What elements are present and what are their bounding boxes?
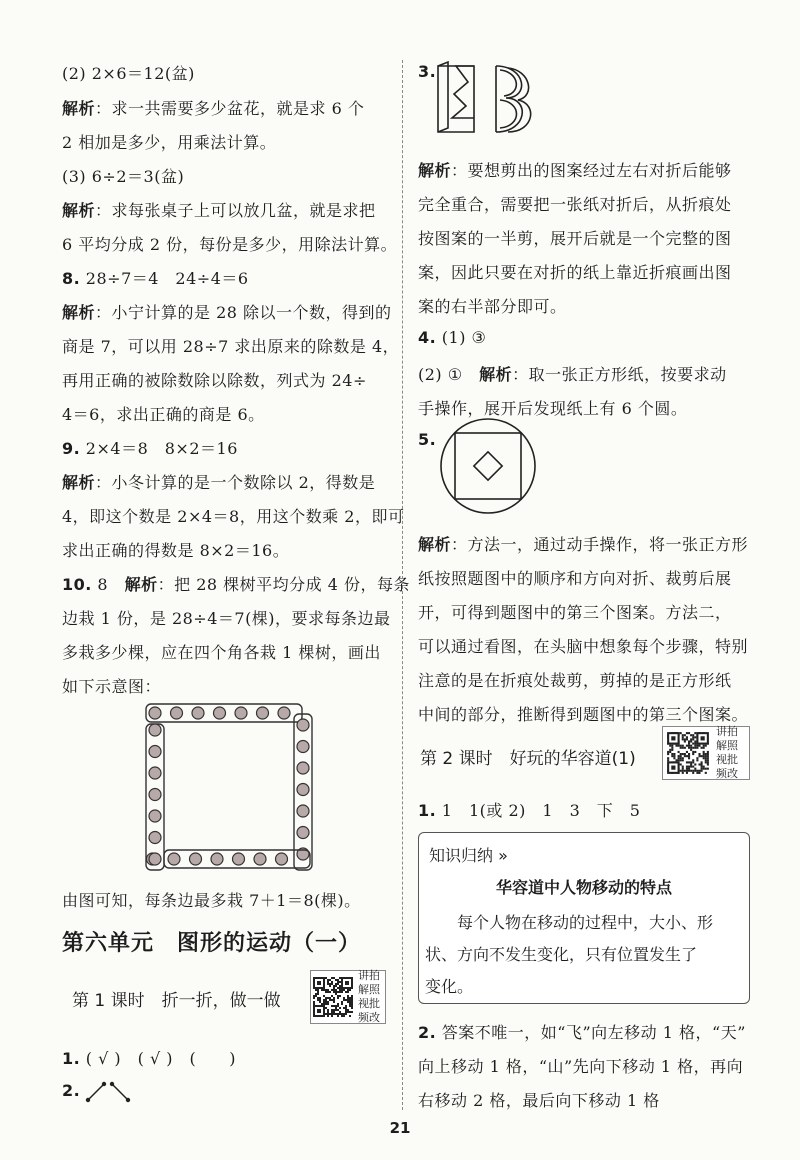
tree-circle [149, 746, 161, 758]
question-number: 1. [62, 1049, 81, 1068]
lesson2-question-1 [418, 798, 640, 821]
text-line: 开，可得到题图中的第三个图案。方法二， [418, 603, 732, 622]
tree-circle [171, 707, 183, 719]
tree-circle [297, 762, 309, 774]
text-line: 每个人物在移动的过程中，大小、形 [425, 913, 714, 932]
tree-circle [297, 805, 309, 817]
text-line: 状、方向不发生变化，只有位置发生了 [425, 945, 698, 964]
lesson-1-title: 第 1 课时 折一折，做一做 [72, 991, 281, 1011]
text-span: ：小冬计算的是一个数除以 2，得数是 [95, 473, 376, 492]
tree-circle [149, 767, 161, 779]
text-line: 2 相加是多少，用乘法计算。 [62, 133, 277, 152]
question-number: 8. [62, 269, 81, 288]
circle-square-figure [438, 416, 538, 516]
tree-circle [149, 832, 161, 844]
tree-circle [192, 707, 204, 719]
dot-line-figure [84, 1078, 134, 1104]
tree-circle [257, 707, 269, 719]
analysis-label: 解析 [479, 365, 513, 384]
question-number: 3. [418, 62, 437, 81]
text-line: 求出正确的得数是 8×2＝16。 [62, 541, 290, 560]
text-span: ：取一张正方形纸，按要求动 [512, 365, 727, 384]
text-span: ：方法一，通过动手操作，将一张正方形 [451, 535, 749, 554]
tree-circle [149, 853, 161, 865]
qr-caption [713, 725, 741, 781]
text-line: 中间的部分，推断得到题图中的第三个图案。 [418, 705, 749, 724]
text-line: 由图可知，每条边最多栽 7＋1＝8(棵)。 [62, 891, 361, 910]
tree-circle [254, 853, 266, 865]
tree-circle [297, 827, 309, 839]
qr-caption-line: 视批 [716, 753, 738, 766]
text-line [62, 300, 392, 323]
qr-code-lesson-1[interactable] [310, 970, 386, 1024]
question-number: 4. [418, 328, 437, 347]
tree-circle [190, 853, 202, 865]
text-line: 向上移动 1 格，“山”先向下移动 1 格，再向 [418, 1057, 744, 1076]
text-line: 完全重合，需要把一张纸对折后，从折痕处 [418, 195, 732, 214]
text-span: ( √ ) ( √ ) ( ) [80, 1049, 236, 1068]
text-line: 商是 7，可以用 28÷7 求出原来的除数是 4， [62, 337, 400, 356]
text-span: 2×4＝8 8×2＝16 [80, 439, 238, 458]
knowledge-summary-box [418, 832, 750, 1004]
qr-code-icon [311, 975, 355, 1019]
analysis-label: 解析 [62, 201, 96, 220]
tree-circle [149, 707, 161, 719]
tree-circle [214, 707, 226, 719]
lesson2-question-2 [418, 1020, 746, 1043]
page-number: 21 [389, 1119, 411, 1137]
text-line: (2) 2×6＝12(盆) [62, 64, 195, 83]
question-5 [418, 430, 436, 449]
text-line: 可以通过看图，在头脑中想象每个步骤，特别 [418, 637, 749, 656]
tree-circle [168, 853, 180, 865]
text-line: 再用正确的被除数除以除数，列式为 24÷ [62, 371, 367, 390]
qr-caption [355, 969, 383, 1025]
column-divider [402, 60, 403, 1110]
qr-code-lesson-2[interactable] [662, 726, 750, 780]
text-span: 答案不唯一，如“飞”向左移动 1 格，“天” [436, 1023, 746, 1042]
question-10 [62, 572, 410, 595]
text-span: ：求每张桌子上可以放几盆，就是求把 [95, 201, 376, 220]
text-line: 4＝6，求出正确的商是 6。 [62, 405, 265, 424]
text-span: ：求一共需要多少盆花，就是求 6 个 [95, 99, 365, 118]
tree-diagram [140, 700, 316, 872]
text-line: 注意的是在折痕处裁剪，剪掉的是正方形纸 [418, 671, 732, 690]
tree-circle [297, 784, 309, 796]
tree-circle [297, 719, 309, 731]
tree-circle [297, 741, 309, 753]
folded-paper-figures [434, 60, 546, 140]
tree-circle [233, 853, 245, 865]
text-line: 变化。 [425, 977, 474, 996]
text-line [418, 158, 732, 181]
knowledge-summary-heading: 华容道中人物移动的特点 [495, 878, 672, 897]
tree-circles [146, 704, 312, 870]
tree-circle [149, 789, 161, 801]
text-span: ：把 28 棵树平均分成 4 份，每条 [157, 575, 411, 594]
text-line: 纸按照题图中的顺序和方向对折、裁剪后展 [418, 569, 732, 588]
text-line [62, 96, 364, 119]
knowledge-summary-body [425, 907, 743, 1003]
text-line: 右移动 2 格，最后向下移动 1 格 [418, 1091, 660, 1110]
tree-circle [211, 853, 223, 865]
tree-circle [149, 724, 161, 736]
text-span: ：要想剪出的图案经过左右对折后能够 [451, 161, 732, 180]
text-line: 如下示意图： [62, 677, 162, 696]
lesson-2-title: 第 2 课时 好玩的华容道(1) [420, 749, 636, 769]
qr-caption-line: 解照 [716, 739, 738, 752]
text-line [418, 532, 748, 555]
text-line: 边栽 1 份，是 28÷4＝7(棵)，要求每条边最 [62, 609, 391, 628]
tree-circle [149, 810, 161, 822]
text-line [62, 470, 375, 493]
question-number: 5. [418, 430, 437, 449]
text-span: 28÷7＝4 24÷4＝6 [80, 269, 249, 288]
tree-circle [276, 853, 288, 865]
qr-caption-line: 视批 [358, 997, 380, 1010]
tree-circle [235, 707, 247, 719]
text-line: 案的右半部分即可。 [418, 297, 567, 316]
text-span: ：小宁计算的是 28 除以一个数，得到的 [95, 303, 392, 322]
analysis-label: 解析 [62, 473, 96, 492]
qr-caption-line: 频改 [358, 1011, 380, 1024]
lesson1-question-2 [62, 1081, 80, 1100]
lesson1-question-1 [62, 1046, 236, 1069]
analysis-label: 解析 [418, 535, 452, 554]
text-line: 6 平均分成 2 份，每份是多少，用除法计算。 [62, 235, 398, 254]
knowledge-summary-title: 知识归纳 » [429, 846, 508, 865]
question-number: 10. [62, 575, 92, 594]
question-4 [418, 328, 486, 347]
text-span: 1 1(或 2) 1 3 下 5 [436, 801, 641, 820]
question-number: 9. [62, 439, 81, 458]
text-line: 案，因此只要在对折的纸上靠近折痕画出图 [418, 263, 732, 282]
text-line [62, 198, 376, 221]
text-line: 按图案的一半剪，展开后就是一个完整的图 [418, 229, 732, 248]
question-number: 2. [62, 1081, 81, 1100]
text-line [418, 362, 727, 385]
unit-title: 第六单元 图形的运动（一） [62, 931, 362, 956]
text-line: 多栽多少棵，应在四个角各栽 1 棵树，画出 [62, 643, 381, 662]
text-line: (3) 6÷2＝3(盆) [62, 167, 185, 186]
analysis-label: 解析 [124, 575, 158, 594]
qr-caption-line: 解照 [358, 983, 380, 996]
text-span: (2) ① [418, 365, 480, 384]
analysis-label: 解析 [62, 99, 96, 118]
qr-code-icon [663, 730, 713, 776]
text-span: 8 [91, 575, 125, 594]
qr-caption-line: 频改 [716, 767, 738, 780]
qr-caption-line: 讲拍 [358, 969, 380, 982]
question-8 [62, 266, 249, 289]
analysis-label: 解析 [62, 303, 96, 322]
question-9 [62, 436, 238, 459]
analysis-label: 解析 [418, 161, 452, 180]
tree-circle [278, 707, 290, 719]
text-span: (1) ③ [436, 328, 487, 347]
text-line: 手操作，展开后发现纸上有 6 个圆。 [418, 399, 688, 418]
text-line: 4，即这个数是 2×4＝8，用这个数乘 2，即可 [62, 507, 405, 526]
question-number: 1. [418, 801, 437, 820]
qr-caption-line: 讲拍 [716, 725, 738, 738]
question-number: 2. [418, 1023, 437, 1042]
